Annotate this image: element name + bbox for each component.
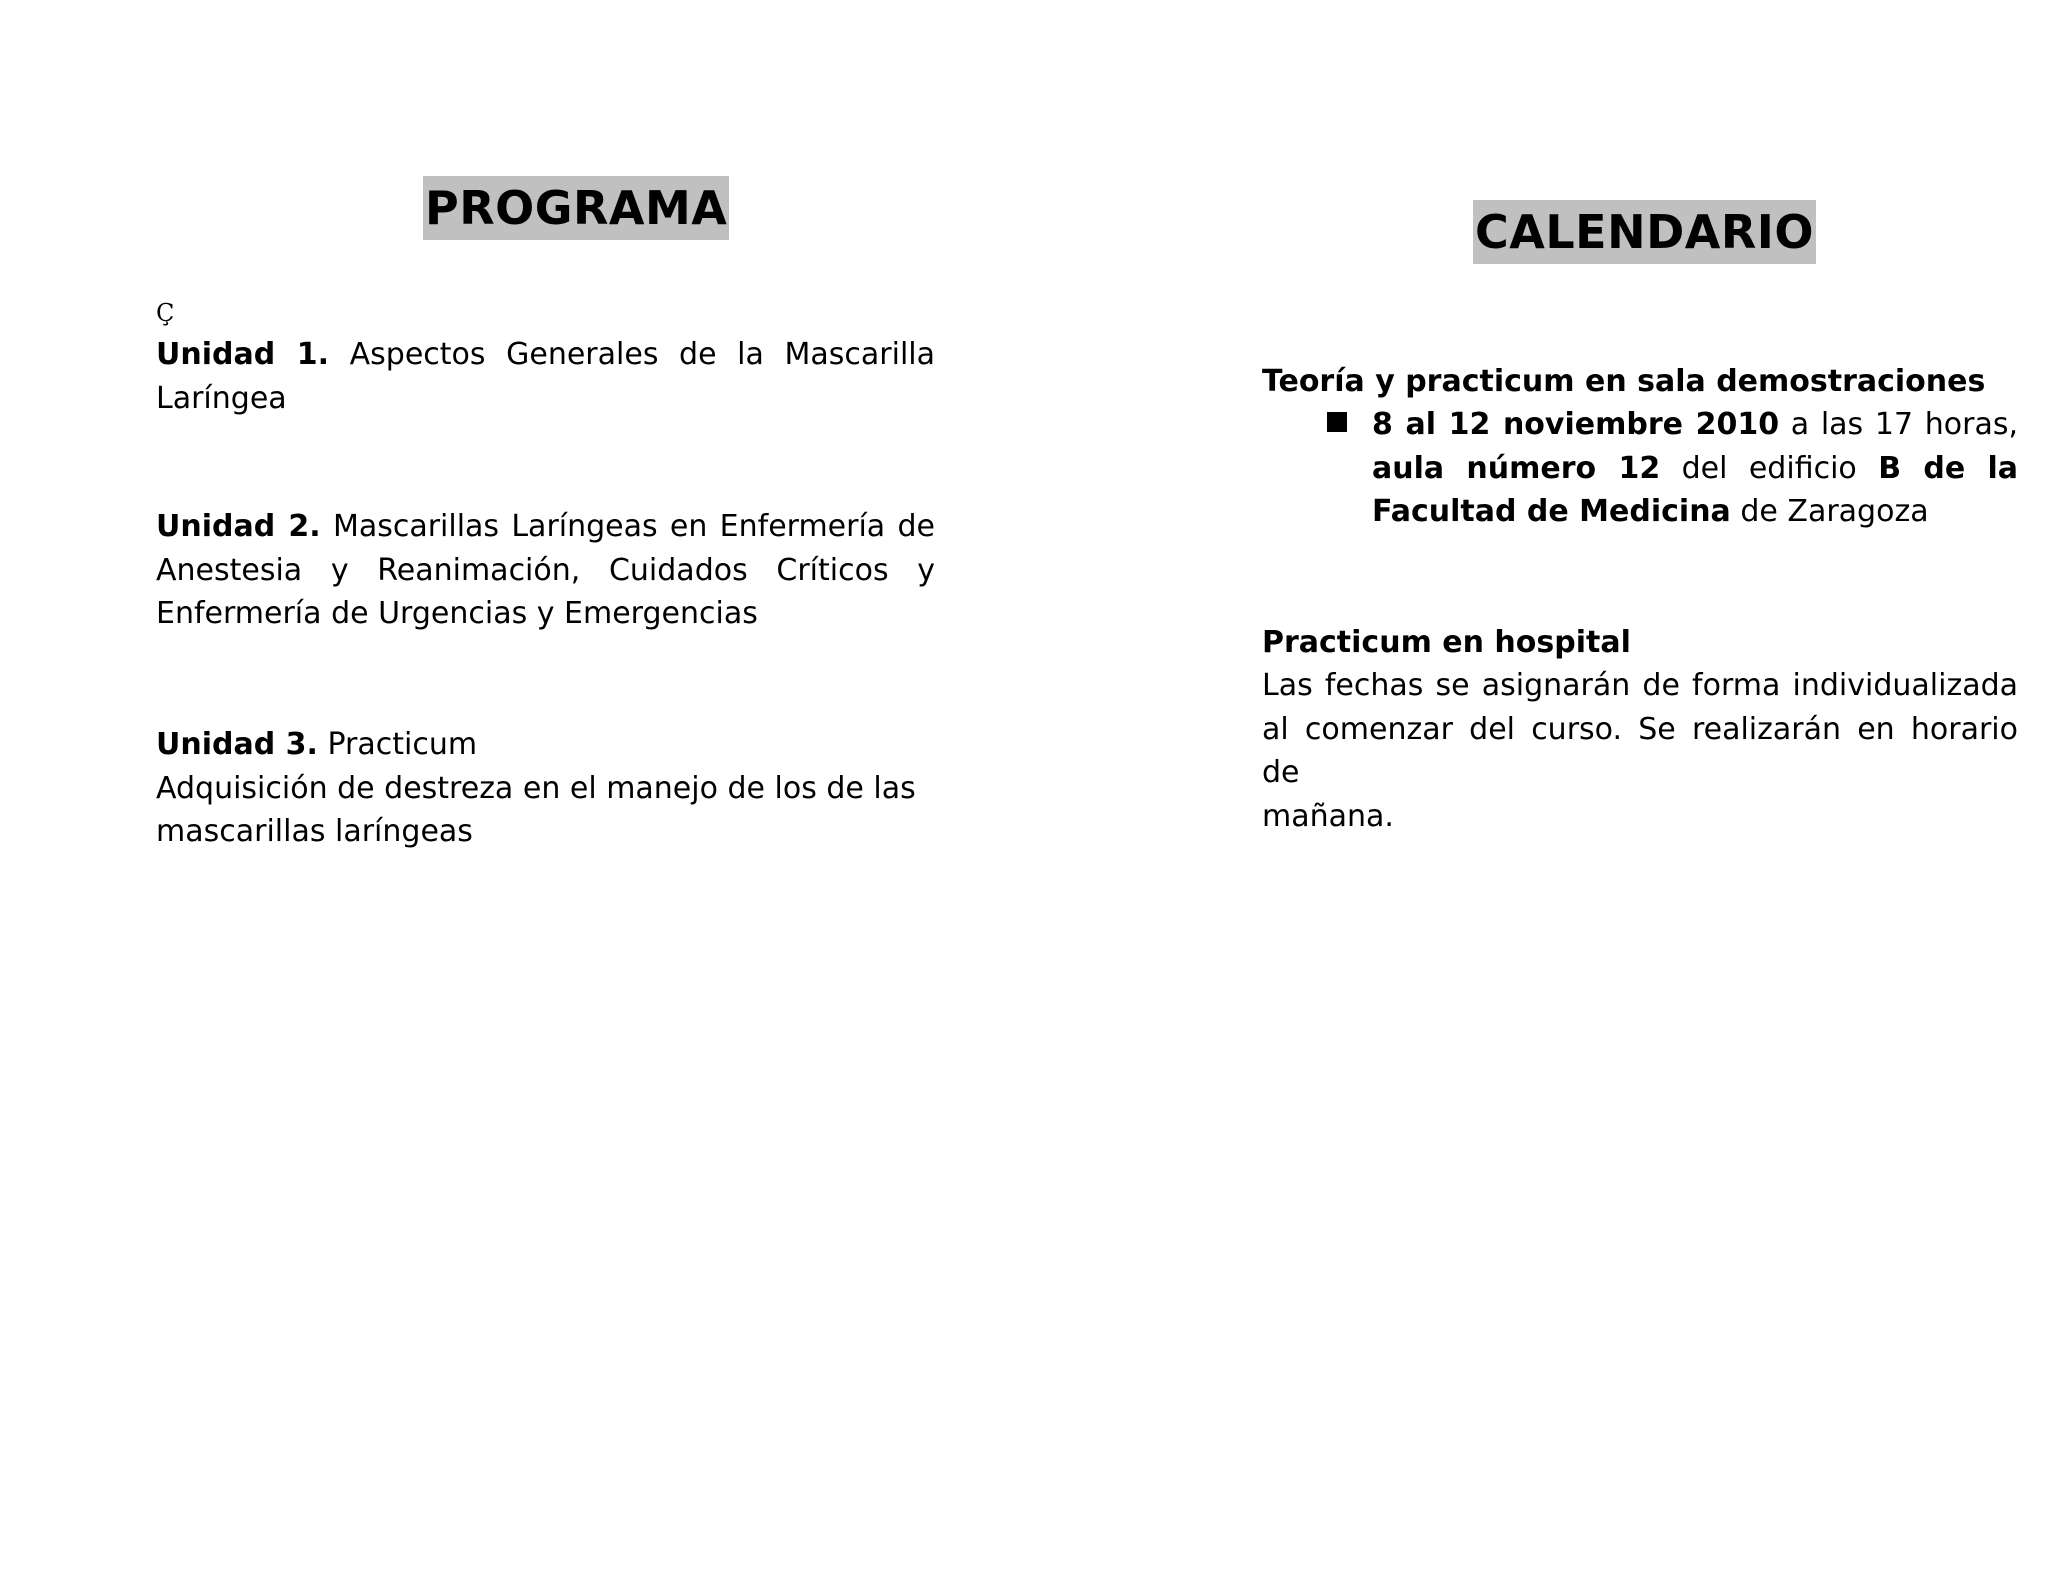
unit-2-text-line-3: Enfermería de Urgencias y Emergencias	[156, 596, 758, 631]
teoria-line-1	[1372, 403, 2018, 447]
teoria-room: aula número 12	[1372, 450, 1661, 486]
teoria-dates: 8 al 12 noviembre 2010	[1372, 407, 1780, 442]
unit-1-line-1	[156, 333, 935, 377]
hospital-line-2: al comenzar del curso. Se realizarán en horario de	[1262, 711, 2018, 790]
unit-3-text-line-1: Practicum	[327, 727, 478, 762]
programa-heading: PROGRAMA	[423, 176, 729, 240]
teoria-title: Teoría y practicum en sala demostraciones	[1262, 364, 1986, 399]
unit-3-text-line-2: Adquisición de destreza en el manejo de los de las	[156, 770, 916, 806]
teoria-time: a las 17 horas,	[1790, 407, 2018, 442]
unit-1-text-line-2: Laríngea	[156, 380, 287, 416]
unit-3-label: Unidad 3.	[156, 727, 318, 762]
unit-1-text-line-1: Aspectos Generales de la Mascarilla	[349, 337, 935, 372]
hospital-details	[1262, 664, 2018, 838]
unit-1-label: Unidad 1.	[156, 337, 329, 372]
unit-2-text-line-2: Anestesia y Reanimación, Cuidados Críticos y	[156, 552, 935, 588]
hospital-title: Practicum en hospital	[1262, 625, 1631, 660]
unit-2-text-line-1: Mascarillas Laríngeas en Enfermería de	[332, 509, 935, 544]
unit-3-line-1	[156, 723, 935, 767]
calendario-heading: CALENDARIO	[1473, 200, 1816, 264]
teoria-faculty: Facultad de Medicina	[1372, 494, 1731, 529]
hospital-line-3: mañana.	[1262, 798, 1394, 834]
hospital-line-1: Las fechas se asignarán de forma individualizada	[1262, 668, 2018, 703]
unit-3-text-line-3: mascarillas laríngeas	[156, 814, 473, 849]
square-bullet-icon	[1327, 412, 1347, 432]
teoria-details	[1372, 403, 2018, 534]
unit-3	[156, 723, 935, 854]
stray-character: Ç	[156, 299, 175, 327]
unit-1	[156, 333, 935, 420]
teoria-building-pre: del edificio	[1681, 450, 1857, 486]
teoria-building: B de la	[1878, 450, 2019, 486]
unit-2-label: Unidad 2.	[156, 509, 321, 544]
unit-2	[156, 505, 935, 636]
unit-2-line-1	[156, 505, 935, 549]
calendario-page	[1024, 0, 2048, 1582]
teoria-line-3	[1372, 490, 2018, 534]
teoria-city: de Zaragoza	[1740, 494, 1929, 529]
teoria-line-2	[1372, 447, 2018, 491]
